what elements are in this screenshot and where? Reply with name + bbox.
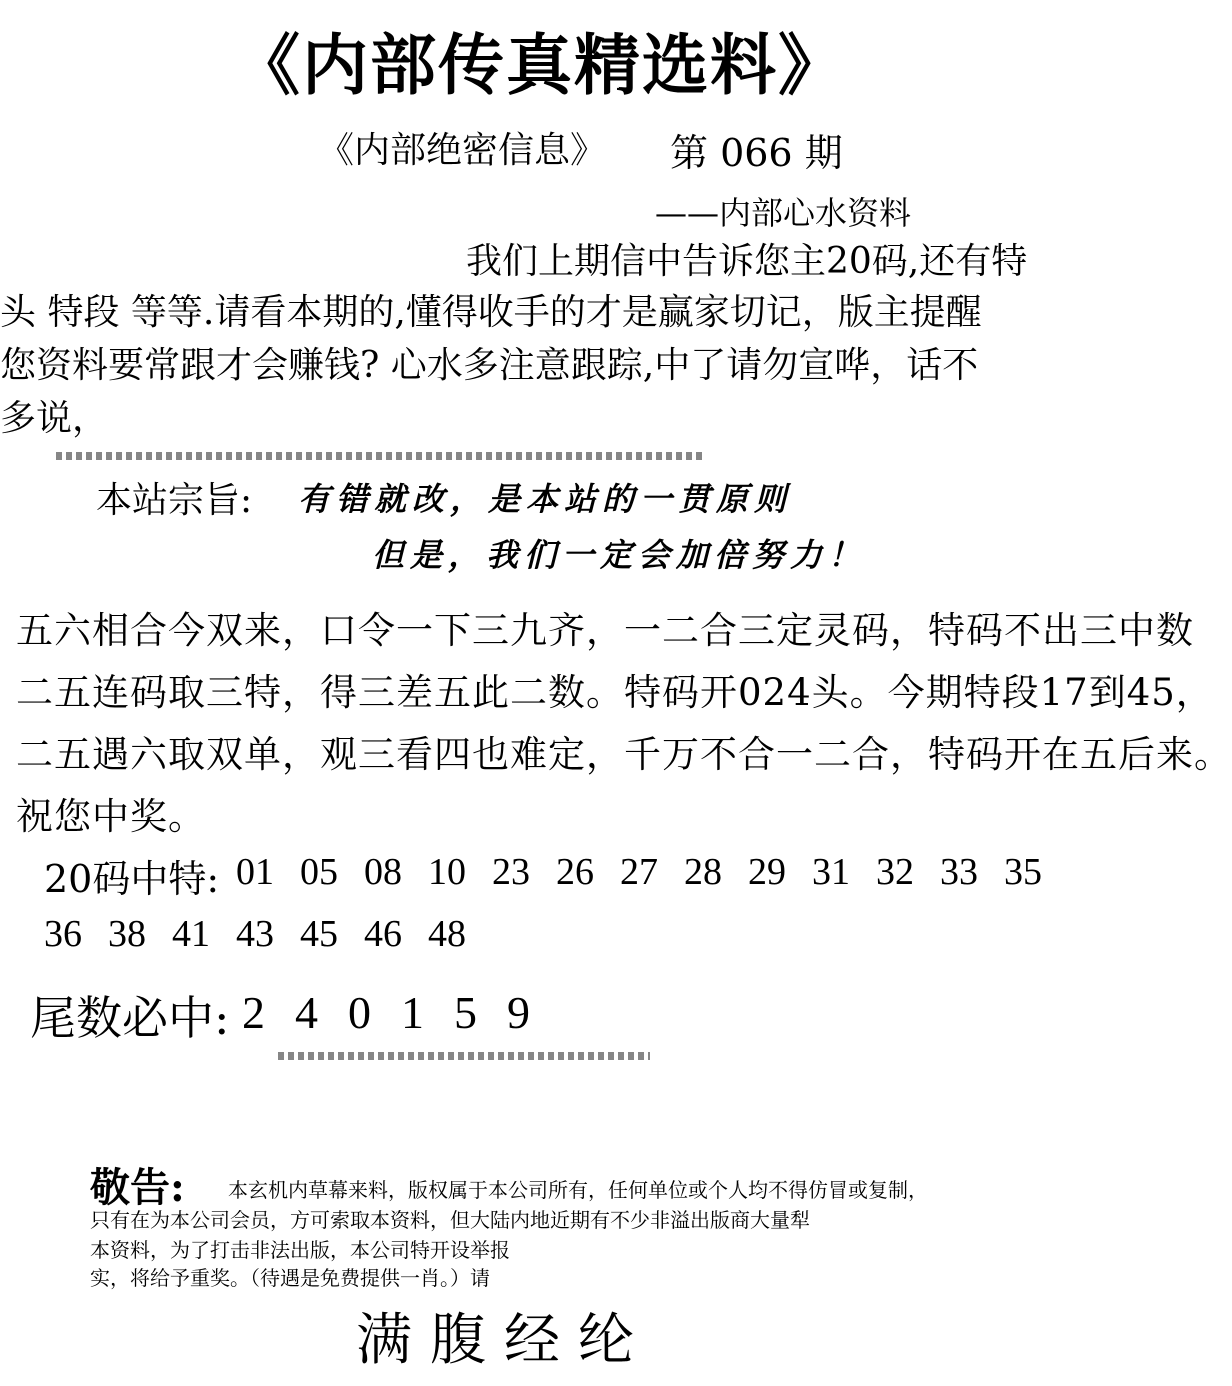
code-number: 10 [428, 851, 466, 893]
source-line: ——内部心水资料 [655, 194, 912, 232]
code-number: 48 [428, 913, 466, 955]
code-number: 26 [556, 851, 594, 893]
notice-line-4: 实，将给予重奖。（待遇是免费提供一肖。）请 [90, 1266, 490, 1290]
intro-line-1: 我们上期信中告诉您主20码,还有特 [466, 241, 1028, 282]
smudge-line [56, 452, 706, 460]
footer-text: 满腹经纶 [356, 1308, 652, 1373]
code-number: 28 [684, 851, 722, 893]
issue-number: 第 066 期 [670, 131, 843, 175]
intro-line-4: 多说， [0, 398, 109, 439]
motto-line-2: 但是，我们一定会加倍努力！ [372, 536, 867, 574]
tail-digit: 9 [507, 987, 530, 1038]
motto-label: 本站宗旨: [96, 480, 253, 521]
tail-label: 尾数必中: [30, 991, 230, 1045]
code-number: 08 [364, 851, 402, 893]
codes-row-2 [44, 912, 504, 956]
tail-digits [242, 986, 560, 1039]
code-number: 29 [748, 851, 786, 893]
document-title: 《内部传真精选料》 [234, 26, 846, 104]
code-number: 45 [300, 913, 338, 955]
tail-digit: 4 [295, 987, 318, 1038]
intro-line-3: 您资料要常跟才会赚钱? 心水多注意跟踪,中了请勿宣哗，话不 [0, 345, 979, 386]
document-subtitle: 《内部绝密信息》 [318, 130, 607, 171]
smudge-line [278, 1052, 650, 1060]
code-number: 43 [236, 913, 274, 955]
code-number: 31 [812, 851, 850, 893]
motto-line-1: 有错就改，是本站的一贯原则 [298, 480, 793, 518]
poem-line-3: 二五遇六取双单，观三看四也难定，千万不合一二合，特码开在五后来。 [16, 733, 1232, 776]
intro-line-2: 头 特段 等等.请看本期的,懂得收手的才是赢家切记，版主提醒 [0, 292, 982, 333]
poem-line-1: 五六相合今双来，口令一下三九齐，一二合三定灵码，特码不出三中数 [16, 609, 1194, 652]
code-number: 33 [940, 851, 978, 893]
notice-line-3: 本资料，为了打击非法出版，本公司特开设举报 [90, 1238, 510, 1262]
notice-label: 敬告: [90, 1164, 185, 1211]
code-number: 46 [364, 913, 402, 955]
codes-label: 20码中特: [44, 857, 220, 901]
code-number: 38 [108, 913, 146, 955]
code-number: 27 [620, 851, 658, 893]
code-number: 05 [300, 851, 338, 893]
notice-line-2: 只有在为本公司会员，方可索取本资料，但大陆内地近期有不少非溢出版商大量犁 [90, 1208, 810, 1232]
tail-digit: 5 [454, 987, 477, 1038]
code-number: 23 [492, 851, 530, 893]
codes-row-1 [236, 850, 1066, 894]
poem-line-2: 二五连码取三特，得三差五此二数。特码开024头。今期特段17到45， [16, 671, 1214, 714]
code-number: 01 [236, 851, 274, 893]
tail-digit: 0 [348, 987, 371, 1038]
code-number: 36 [44, 913, 82, 955]
notice-line-1: 本玄机内草幕来料，版权属于本公司所有，任何单位或个人均不得仿冒或复制， [228, 1178, 928, 1202]
tail-digit: 1 [401, 987, 424, 1038]
code-number: 35 [1004, 851, 1042, 893]
tail-digit: 2 [242, 987, 265, 1038]
code-number: 32 [876, 851, 914, 893]
code-number: 41 [172, 913, 210, 955]
poem-line-4: 祝您中奖。 [16, 795, 206, 838]
